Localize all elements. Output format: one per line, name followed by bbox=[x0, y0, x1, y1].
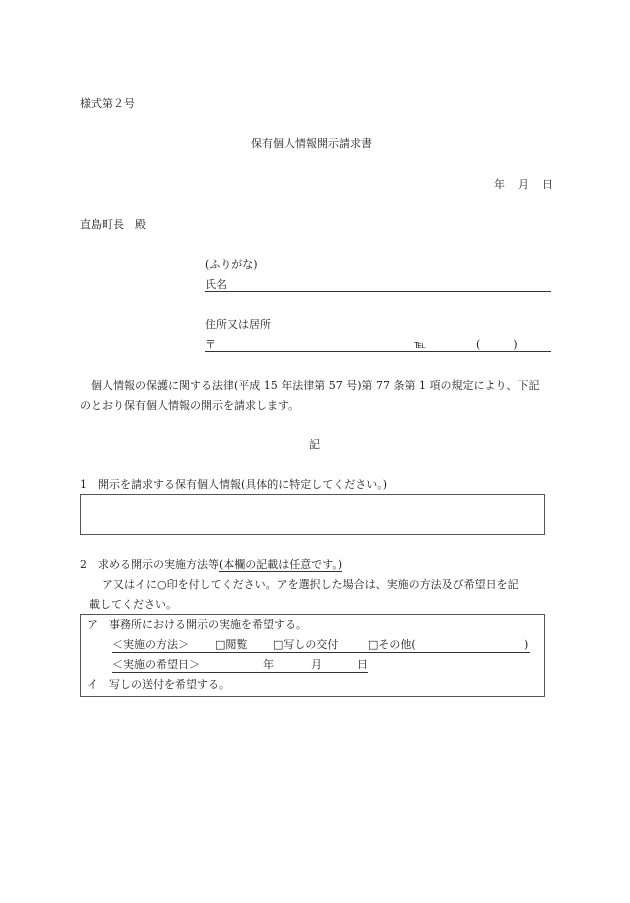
section2-heading-prefix: 2 求める開示の実施方法等 bbox=[80, 558, 219, 571]
body-line-1: 個人情報の保護に関する法律(平成 15 年法律第 57 号)第 77 条第 1 項の規定により、下記 bbox=[91, 379, 540, 392]
date-year: 年 bbox=[494, 178, 505, 191]
method-other-checkbox[interactable]: □その他( bbox=[368, 638, 416, 651]
section2-instruction-1: ア又はイに○印を付してください。アを選択した場合は、実施の方法及び希望日を記 bbox=[102, 578, 519, 591]
section2-optional-note: (本欄の記載は任意です。) bbox=[219, 558, 343, 571]
document-title: 保有個人情報開示請求書 bbox=[251, 137, 372, 150]
preferred-date-year: 年 bbox=[263, 658, 274, 671]
option-a-office-viewing[interactable]: ア 事務所における開示の実施を希望する。 bbox=[87, 618, 307, 631]
postal-mark: 〒 bbox=[205, 338, 216, 351]
method-viewing-checkbox[interactable]: □閲覧 bbox=[215, 638, 248, 651]
tel-mark: ℡ bbox=[414, 338, 426, 351]
method-row-underline bbox=[112, 652, 530, 653]
preferred-date-month: 月 bbox=[311, 658, 322, 671]
tel-area-code: ( ) bbox=[476, 338, 518, 351]
body-line-2: のとおり保有個人情報の開示を請求します。 bbox=[80, 399, 300, 412]
address-field-line[interactable] bbox=[205, 351, 551, 352]
requested-information-box[interactable] bbox=[80, 494, 545, 535]
option-b-copy-delivery[interactable]: イ 写しの送付を希望する。 bbox=[87, 678, 230, 691]
section2-heading bbox=[80, 558, 342, 572]
preferred-date-label: ＜実施の希望日＞ bbox=[112, 658, 200, 671]
section2-instruction-2: 載してください。 bbox=[89, 598, 177, 611]
address-label: 住所又は居所 bbox=[205, 318, 271, 331]
date-day: 日 bbox=[542, 178, 553, 191]
furigana-label: (ふりがな) bbox=[205, 258, 258, 271]
name-field-line[interactable] bbox=[205, 291, 551, 292]
method-label: ＜実施の方法＞ bbox=[112, 638, 189, 651]
form-number: 様式第２号 bbox=[80, 97, 135, 110]
method-other-close: ) bbox=[524, 638, 529, 651]
preferred-date-underline[interactable] bbox=[112, 672, 368, 673]
section1-heading: 1 開示を請求する保有個人情報(具体的に特定してください。) bbox=[80, 478, 388, 491]
ki-marker: 記 bbox=[309, 438, 320, 451]
preferred-date-day: 日 bbox=[357, 658, 368, 671]
disclosure-method-box bbox=[80, 614, 545, 697]
name-label: 氏名 bbox=[205, 278, 227, 291]
addressee: 直島町長 殿 bbox=[80, 218, 146, 231]
date-month: 月 bbox=[518, 178, 529, 191]
method-copy-delivery-checkbox[interactable]: □写しの交付 bbox=[273, 638, 339, 651]
